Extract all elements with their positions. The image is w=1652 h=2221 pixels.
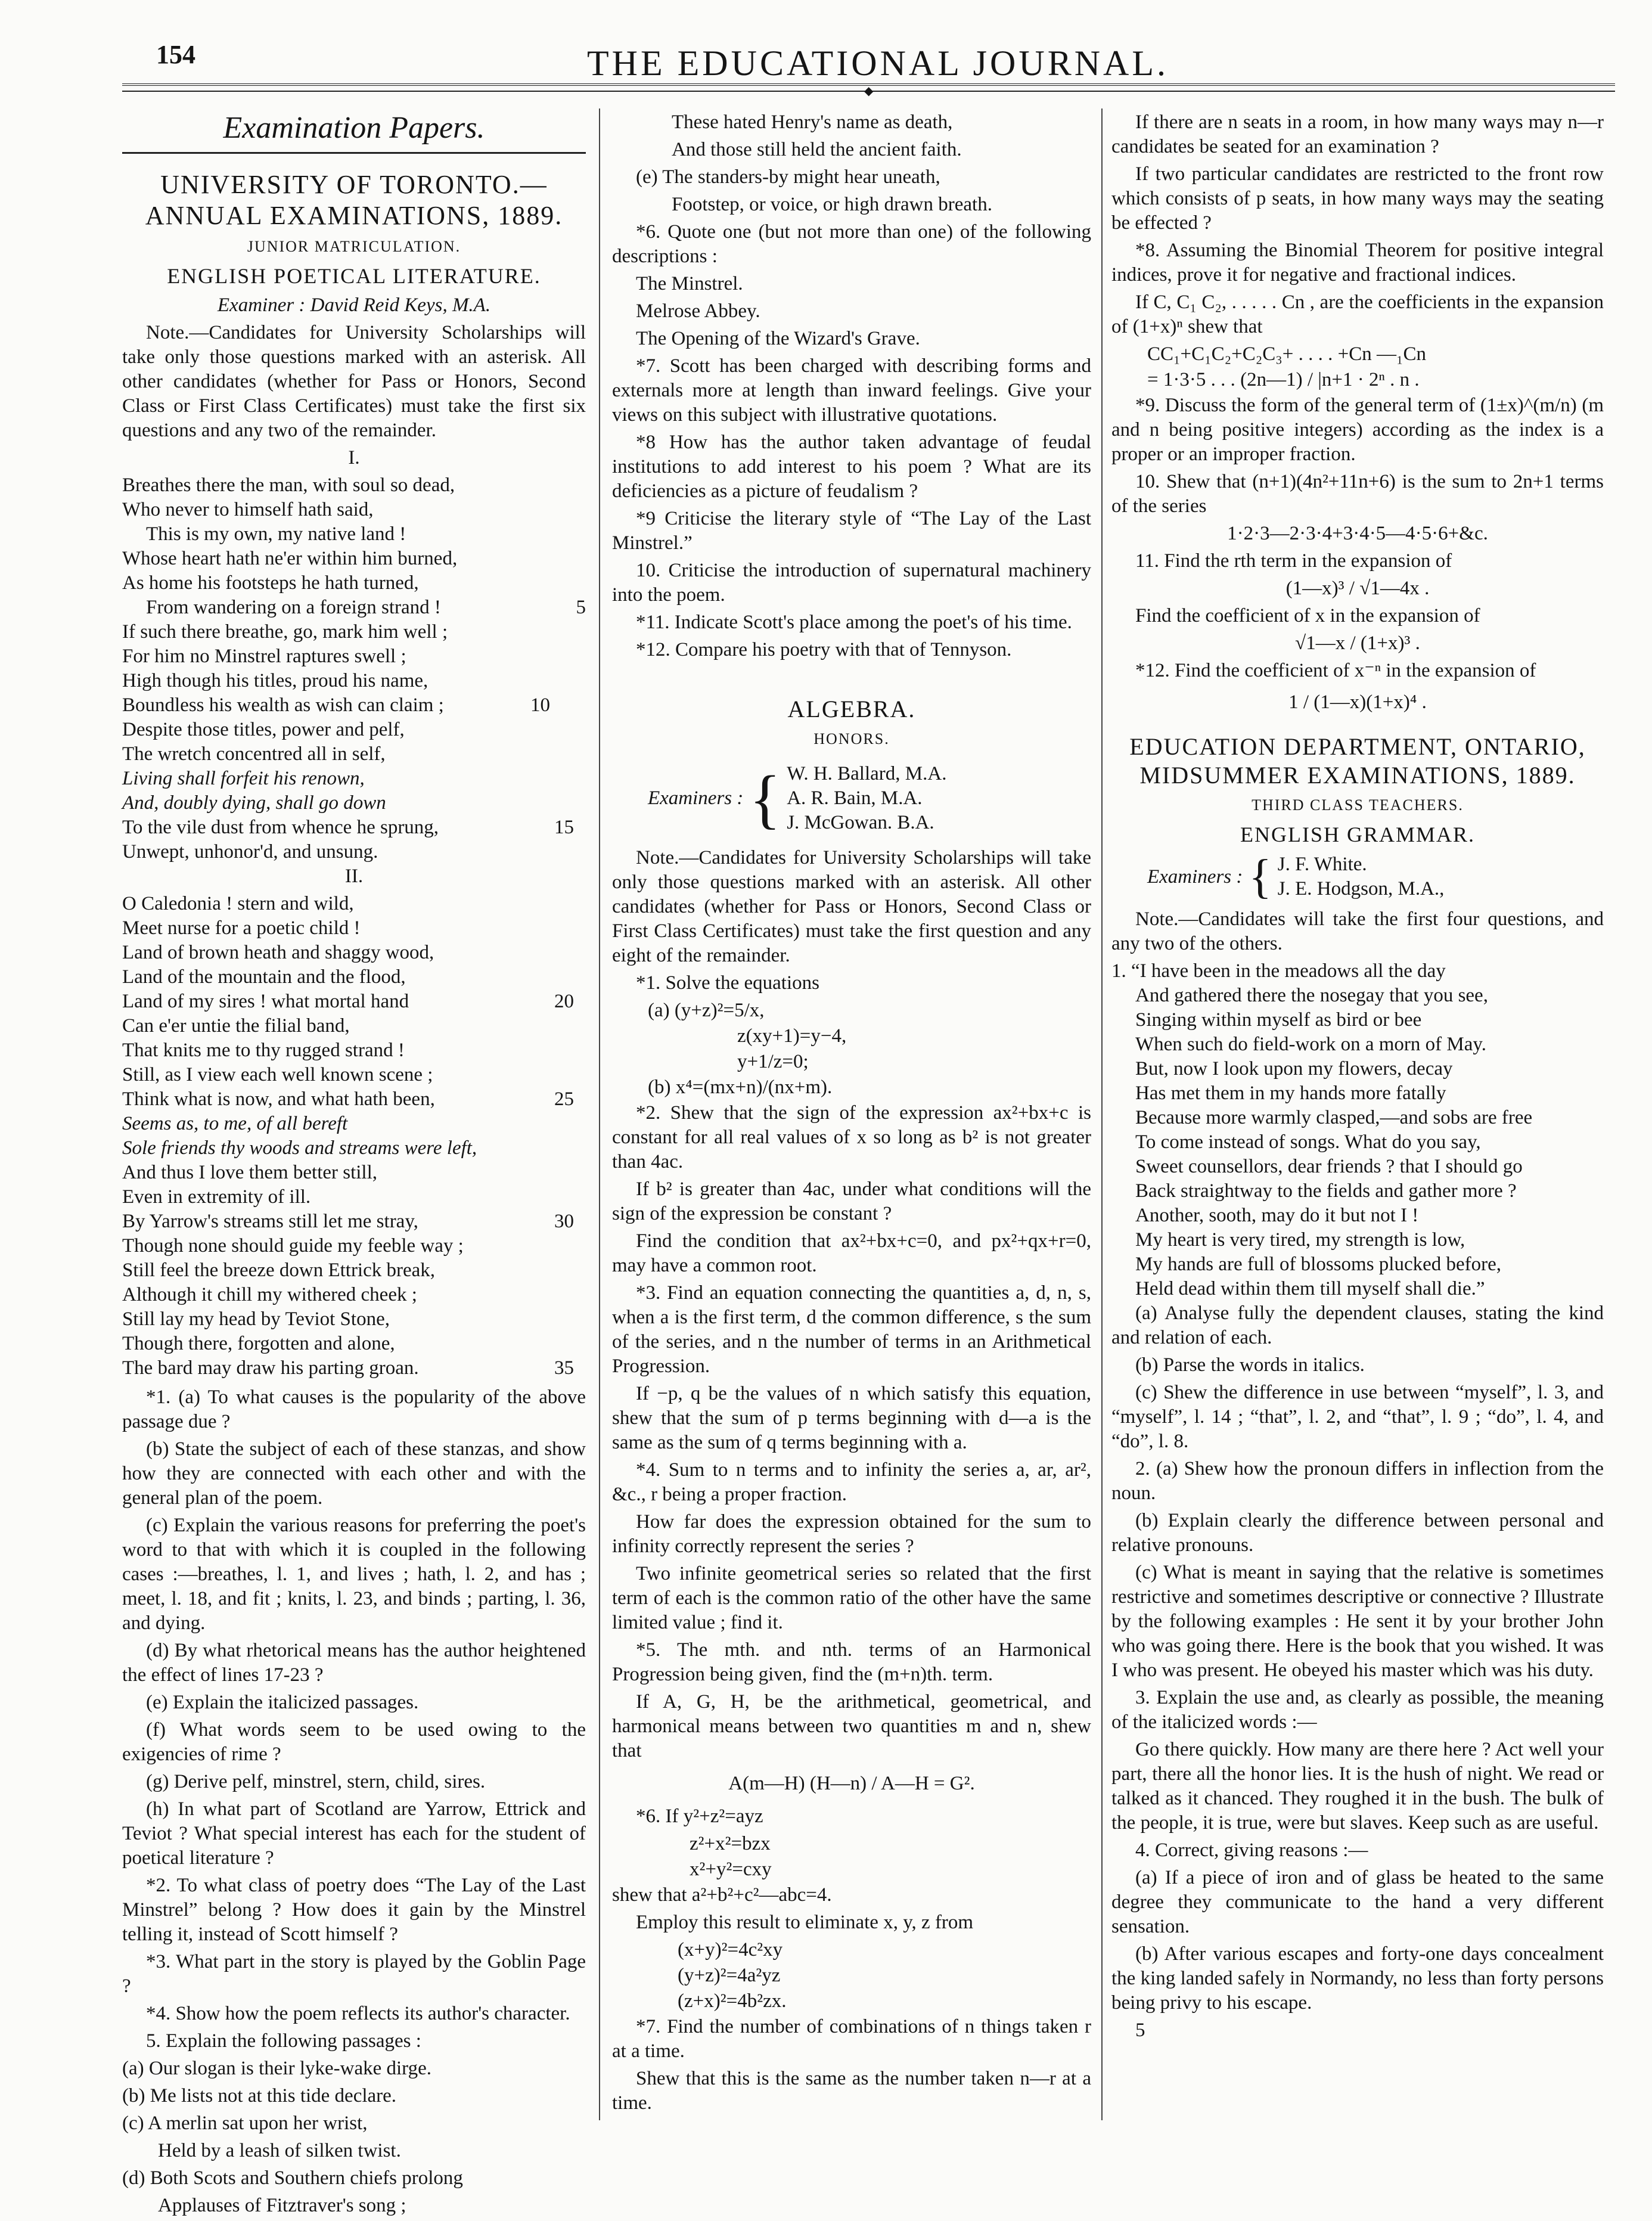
equation: (b) x⁴=(mx+n)/(nx+m). — [648, 1077, 833, 1098]
poem-line: Though there, forgotten and alone, — [122, 1333, 395, 1354]
poem-text: To the vile dust from whence he sprung, — [122, 817, 439, 838]
question: *4. Show how the poem reflects its author's character. — [146, 2003, 570, 2024]
poem-text: By Yarrow's streams still let me stray, — [122, 1211, 418, 1232]
question: 5. Explain the following passages : — [146, 2030, 421, 2052]
line-number: 25 — [554, 1088, 574, 1110]
poem-line: As home his footsteps he hath turned, — [122, 572, 419, 594]
poem-text: From wandering on a foreign strand ! — [146, 597, 441, 618]
subject-heading: ALGEBRA. — [787, 696, 916, 722]
equation: 1 / (1—x)(1+x)⁴ . — [1288, 691, 1427, 713]
poem-line: Land of the mountain and the flood, — [122, 966, 406, 988]
poem-text: Think what is now, and what hath been, — [122, 1088, 435, 1110]
examiner-line: Examiner : David Reid Keys, M.A. — [217, 294, 491, 316]
poem-stanza-2 — [122, 892, 586, 1381]
quote-line: Footstep, or voice, or high drawn breath. — [672, 194, 992, 215]
list-item: The Opening of the Wizard's Grave. — [636, 328, 920, 349]
question: (b) State the subject of each of these stanzas, and show how they are connected with each other and with the general plan of the poem. — [122, 1438, 586, 1509]
poem-line: And gathered there the nosegay that you see, — [1135, 985, 1488, 1006]
poem-text: Land of my sires ! what mortal hand — [122, 991, 409, 1012]
question: *12. Find the coefficient of x⁻ⁿ in the expansion of — [1135, 660, 1536, 681]
poem-line: Land of brown heath and shaggy wood, — [122, 942, 434, 963]
question: *1. Solve the equations — [636, 972, 819, 994]
examiner-name: J. McGowan. B.A. — [787, 812, 934, 833]
question: *6. Quote one (but not more than one) of the following descriptions : — [612, 221, 1091, 267]
equation: (y+z)²=4a²yz — [678, 1965, 781, 1986]
poem-line — [122, 693, 586, 718]
poem-line: If such there breathe, go, mark him well ; — [122, 621, 448, 643]
column-divider — [1101, 108, 1103, 2120]
poem-line: O Caledonia ! stern and wild, — [122, 893, 354, 914]
poem-text: But, now I look upon my flowers, decay — [1135, 1058, 1453, 1080]
quote-line: These hated Henry's name as death, — [672, 111, 953, 133]
journal-title: THE EDUCATIONAL JOURNAL. — [587, 44, 1169, 83]
poem-line: Unwept, unhonor'd, and unsung. — [122, 841, 378, 863]
question: (c) Explain the various reasons for preferring the poet's word to that with which it is coupled in the following cases :—breathes, l. 1, and lives ; hath, l. 2, and has ; meet, l. 18, and fit ; knits, l. 23, and binds ; parting, l. 36, and dying. — [122, 1515, 586, 1634]
question: Shew that this is the same as the number taken n—r at a time. — [612, 2068, 1091, 2114]
brace-icon: { — [749, 762, 781, 835]
poem-line: Has met them in my hands more fatally — [1135, 1082, 1446, 1104]
poem-line: Still feel the breeze down Ettrick break, — [122, 1260, 436, 1281]
note-paragraph: Note.—Candidates will take the first four questions, and any two of the others. — [1111, 908, 1604, 954]
question: (a) If a piece of iron and of glass be heated to the same degree they communicate to the hand a very different sensation. — [1111, 1867, 1604, 1937]
equation: CC₁+C₁C₂+C₂C₃+ . . . . +Cn —₁Cn — [1147, 343, 1427, 365]
column-1 — [122, 110, 586, 2221]
poem-line: High though his titles, proud his name, — [122, 670, 428, 691]
poem-line: My hands are full of blossoms plucked before, — [1135, 1254, 1502, 1275]
equation: A(m—H) (H—n) / A—H = G². — [728, 1773, 975, 1794]
question: *4. Sum to n terms and to infinity the series a, ar, ar², &c., r being a proper fraction. — [612, 1459, 1091, 1505]
poem-line: Meet nurse for a poetic child ! — [122, 917, 361, 939]
equation: (z+x)²=4b²zx. — [678, 1990, 787, 2012]
page-number: 154 — [156, 40, 195, 69]
line-number: 30 — [554, 1211, 574, 1232]
list-item: Melrose Abbey. — [636, 300, 760, 322]
poem-text: Held dead within them till myself shall die.” — [1135, 1278, 1485, 1299]
examiners-list — [1278, 852, 1445, 901]
note-paragraph: Note.—Candidates for University Scholarships will take only those questions marked with an asterisk. All other candidates (whether for Pass or Honors, Second Class or First Class Certificates) must take the first six questions and any two of the remainder. — [122, 322, 586, 441]
question: How far does the expression obtained for the sum to infinity correctly represent the series ? — [612, 1511, 1091, 1557]
question: Employ this result to eliminate x, y, z from — [636, 1912, 974, 1933]
quote-line: (e) The standers-by might hear uneath, — [636, 166, 940, 188]
poem-line: Despite those titles, power and pelf, — [122, 719, 405, 740]
poem-line — [122, 1209, 586, 1234]
question: *2. Shew that the sign of the expression ax²+bx+c is constant for all real values of x so long as b² is not greater than 4ac. — [612, 1102, 1091, 1172]
question: 3. Explain the use and, as clearly as possible, the meaning of the italicized words :— — [1111, 1687, 1604, 1733]
question: *2. To what class of poetry does “The Lay of the Last Minstrel” belong ? How does it gain by the Minstrel telling it, instead of Scott himself ? — [122, 1875, 586, 1945]
equation: (1—x)³ / √1—4x . — [1285, 578, 1430, 599]
poem-line: Back straightway to the fields and gather more ? — [1135, 1180, 1517, 1202]
subject-heading: ENGLISH GRAMMAR. — [1240, 823, 1476, 846]
column-3 — [1111, 110, 1604, 2046]
equation: z²+x²=bzx — [690, 1833, 771, 1854]
poem-line: Living shall forfeit his renown, — [122, 768, 365, 789]
question: 11. Find the rth term in the expansion of — [1135, 550, 1452, 572]
question: *6. If y²+z²=ayz — [636, 1806, 763, 1827]
poem-line — [122, 595, 586, 620]
poem-line: That knits me to thy rugged strand ! — [122, 1040, 405, 1061]
poem-line — [122, 815, 586, 840]
question: (c) What is meant in saying that the relative is sometimes restrictive and sometimes descriptive or connective ? Illustrate by the following examples : He sent it by your brother John who was going there. Here is the book that you wished. It was I who was present. He obeyed his master which was his duty. — [1111, 1562, 1604, 1681]
poem-line: Singing within myself as bird or bee — [1135, 1009, 1422, 1031]
examiners-block — [612, 762, 1091, 835]
question: shew that a²+b²+c²—abc=4. — [612, 1884, 832, 1906]
institution-heading: UNIVERSITY OF TORONTO.—ANNUAL EXAMINATIONS, 1889. — [145, 170, 563, 230]
question: Find the condition that ax²+bx+c=0, and px²+qx+r=0, may have a common root. — [612, 1230, 1091, 1276]
exam-level: JUNIOR MATRICULATION. — [247, 238, 461, 255]
poem-line — [122, 1087, 586, 1112]
question: *5. The mth. and nth. terms of an Harmonical Progression being given, find the (m+n)th. term. — [612, 1639, 1091, 1685]
question: (b) Explain clearly the difference between personal and relative pronouns. — [1111, 1510, 1604, 1556]
subject-heading: ENGLISH POETICAL LITERATURE. — [167, 264, 541, 288]
poem-line: To come instead of songs. What do you say, — [1135, 1131, 1481, 1153]
poem-text: Boundless his wealth as wish can claim ; — [122, 694, 444, 716]
question: *3. What part in the story is played by the Goblin Page ? — [122, 1951, 586, 1997]
section-rule — [122, 152, 586, 154]
question: 10. Criticise the introduction of supernatural machinery into the poem. — [612, 560, 1091, 606]
question: (b) Parse the words in italics. — [1135, 1354, 1365, 1376]
question: 2. (a) Shew how the pronoun differs in inflection from the noun. — [1111, 1458, 1604, 1504]
examiner-name: A. R. Bain, M.A. — [787, 787, 923, 809]
question: (d) By what rhetorical means has the author heightened the effect of lines 17-23 ? — [122, 1640, 586, 1686]
poem-line: Another, sooth, may do it but not I ! — [1135, 1205, 1419, 1226]
question: 5 — [1135, 2020, 1145, 2041]
question: *9 Criticise the literary style of “The Lay of the Last Minstrel.” — [612, 508, 1091, 554]
question: If there are n seats in a room, in how many ways may n—r candidates be seated for an examination ? — [1111, 111, 1604, 157]
poem-line: Can e'er untie the filial band, — [122, 1015, 350, 1037]
poem-line: For him no Minstrel raptures swell ; — [122, 646, 406, 667]
question: *8 How has the author taken advantage of feudal institutions to add interest to his poem ? What are its deficiencies as a picture of feudalism ? — [612, 432, 1091, 502]
equation: z(xy+1)=y−4, — [737, 1025, 847, 1047]
line-number: 35 — [554, 1357, 574, 1379]
examiner-name: W. H. Ballard, M.A. — [787, 763, 947, 784]
poem-line: Who never to himself hath said, — [122, 499, 374, 520]
question: If C, C₁ C₂, . . . . . Cn , are the coefficients in the expansion of (1+x)ⁿ shew that — [1111, 291, 1604, 337]
equation: = 1·3·5 . . . (2n—1) / |n+1 · 2ⁿ . n . — [1147, 369, 1420, 390]
question: *7. Find the number of combinations of n things taken r at a time. — [612, 2016, 1091, 2062]
question: (c) A merlin sat upon her wrist, — [122, 2113, 368, 2134]
stanza-number: I. — [348, 447, 360, 469]
line-number: 20 — [554, 991, 574, 1012]
question: Applauses of Fitztraver's song ; — [158, 2195, 406, 2216]
examiners-label: Examiners : — [1147, 866, 1243, 888]
poem-text: The bard may draw his parting groan. — [122, 1357, 419, 1379]
column-divider — [599, 108, 600, 2120]
poem-line: Breathes there the man, with soul so dead, — [122, 474, 455, 496]
poem-line: Sweet counsellors, dear friends ? that I should go — [1135, 1156, 1523, 1177]
question: If −p, q be the values of n which satisfy this equation, shew that the sum of p terms beginning with d—a is the same as the sum of q terms beginning with a. — [612, 1383, 1091, 1453]
brace-icon: { — [1249, 851, 1272, 903]
line-number: 5 — [576, 597, 586, 618]
question: Go there quickly. How many are there here ? Act well your part, there all the honor lies. It is the hush of night. We read or talked as it chanced. They roughed it in the bush. The bulk of the people, it is true, were but slaves. Keep such as are useful. — [1111, 1739, 1604, 1834]
equation: 1·2·3—2·3·4+3·4·5—4·5·6+&c. — [1227, 523, 1488, 544]
question: (f) What words seem to be used owing to the exigencies of rime ? — [122, 1719, 586, 1765]
poem-stanza-1 — [122, 473, 586, 864]
column-2 — [612, 110, 1091, 2118]
poem-line: When such do field-work on a morn of May. — [1135, 1034, 1486, 1055]
question: (b) After various escapes and forty-one days concealment the king landed safely in Normandy, no less than forty persons being privy to his escape. — [1111, 1943, 1604, 2014]
poem-line — [122, 989, 586, 1014]
question: (g) Derive pelf, minstrel, stern, child, sires. — [146, 1771, 486, 1792]
question: *11. Indicate Scott's place among the poet's of his time. — [636, 612, 1072, 633]
poem-line — [1111, 1277, 1604, 1301]
equation: x²+y²=cxy — [690, 1859, 772, 1880]
question: *8. Assuming the Binomial Theorem for positive integral indices, prove it for negative and fractional indices. — [1111, 240, 1604, 286]
poem-line: Still, as I view each well known scene ; — [122, 1064, 433, 1085]
question: *12. Compare his poetry with that of Tennyson. — [636, 639, 1012, 660]
question: Held by a leash of silken twist. — [158, 2140, 401, 2161]
examiner-name: J. F. White. — [1277, 854, 1367, 875]
exam-level: HONORS. — [813, 730, 890, 747]
quote-line: And those still held the ancient faith. — [672, 139, 962, 160]
equation: √1—x / (1+x)³ . — [1295, 632, 1420, 654]
poem-line: Still lay my head by Teviot Stone, — [122, 1308, 390, 1330]
question: (d) Both Scots and Southern chiefs prolong — [122, 2167, 463, 2189]
question: If b² is greater than 4ac, under what conditions will the sign of the expression be constant ? — [612, 1178, 1091, 1224]
question: *3. Find an equation connecting the quantities a, d, n, s, when a is the first term, d the common difference, s the sum of the series, and n the number of terms in an Arithmetical Progression. — [612, 1282, 1091, 1377]
poem-line: Whose heart hath ne'er within him burned, — [122, 548, 458, 569]
equation: (x+y)²=4c²xy — [678, 1939, 783, 1961]
poem-line: This is my own, my native land ! — [146, 523, 406, 545]
examiners-label: Examiners : — [648, 787, 744, 809]
poem-line: Because more warmly clasped,—and sobs are free — [1135, 1107, 1533, 1128]
poem-line: Seems as, to me, of all bereft — [122, 1113, 348, 1134]
poem-line: Even in extremity of ill. — [122, 1186, 311, 1208]
question: 10. Shew that (n+1)(4n²+11n+6) is the sum to 2n+1 terms of the series — [1111, 471, 1604, 517]
ornament-icon: ◆ — [864, 85, 874, 98]
poem-line: Although it chill my withered cheek ; — [122, 1284, 417, 1305]
question: (e) Explain the italicized passages. — [146, 1692, 419, 1713]
question: If two particular candidates are restricted to the front row which consists of p seats, in how many ways may the seating be effected ? — [1111, 163, 1604, 234]
question: (h) In what part of Scotland are Yarrow, Ettrick and Teviot ? What special interest has each for the student of poetical literature ? — [122, 1798, 586, 1869]
question: *9. Discuss the form of the general term of (1±x)^(m/n) (m and n being positive integers) according as the index is a proper or an improper fraction. — [1111, 395, 1604, 465]
list-item: The Minstrel. — [636, 273, 743, 294]
examiner-name: J. E. Hodgson, M.A., — [1277, 878, 1445, 899]
question: (a) Analyse fully the dependent clauses, stating the kind and relation of each. — [1111, 1302, 1604, 1348]
question: (a) Our slogan is their lyke-wake dirge. — [122, 2058, 431, 2079]
poem-line: Though none should guide my feeble way ; — [122, 1235, 464, 1257]
note-paragraph: Note.—Candidates for University Scholarships will take only those questions marked with an asterisk. All other candidates (whether for Pass or Honors, Second Class or First Class Certificates) must take the first question and any eight of the remainder. — [612, 847, 1091, 966]
equation: y+1/z=0; — [737, 1051, 809, 1072]
examiners-block — [1111, 852, 1604, 901]
poem-line: 1. “I have been in the meadows all the day — [1111, 960, 1446, 982]
poem-line: And thus I love them better still, — [122, 1162, 378, 1183]
poem-line — [122, 1356, 586, 1381]
poem-line: And, doubly dying, shall go down — [122, 792, 386, 814]
question: Find the coefficient of x in the expansion of — [1135, 605, 1480, 626]
poem-line — [1111, 1057, 1604, 1081]
question: (b) Me lists not at this tide declare. — [122, 2085, 397, 2107]
question: *7. Scott has been charged with describing forms and externals more at length than inward feelings. Give your views on this subject with illustrative quotations. — [612, 355, 1091, 426]
poem-line: My heart is very tired, my strength is low, — [1135, 1229, 1465, 1251]
line-number: 15 — [554, 817, 574, 838]
question: Two infinite geometrical series so related that the first term of each is the common ratio of the other have the same limited value ; find it. — [612, 1563, 1091, 1633]
question: (c) Shew the difference in use between “myself”, l. 3, and “myself”, l. 14 ; “that”, l. 2, and “that”, l. 9 ; “do”, l. 4, and “do”, l. 8. — [1111, 1382, 1604, 1452]
poem-quote — [1111, 959, 1604, 1301]
exam-level: THIRD CLASS TEACHERS. — [1252, 796, 1464, 814]
equation: (a) (y+z)²=5/x, — [648, 1000, 765, 1021]
question: If A, G, H, be the arithmetical, geometrical, and harmonical means between two quantities m and n, shew that — [612, 1691, 1091, 1761]
stanza-number: II. — [344, 866, 364, 887]
department-heading: EDUCATION DEPARTMENT, ONTARIO, MIDSUMMER EXAMINATIONS, 1889. — [1129, 733, 1586, 789]
examiners-list — [787, 762, 946, 835]
question: 4. Correct, giving reasons :— — [1135, 1840, 1368, 1861]
section-title: Examination Papers. — [223, 111, 485, 145]
line-number: 10 — [530, 694, 550, 716]
poem-line: The wretch concentred all in self, — [122, 743, 386, 765]
question: *1. (a) To what causes is the popularity of the above passage due ? — [122, 1386, 586, 1432]
poem-line: Sole friends thy woods and streams were left, — [122, 1137, 477, 1159]
